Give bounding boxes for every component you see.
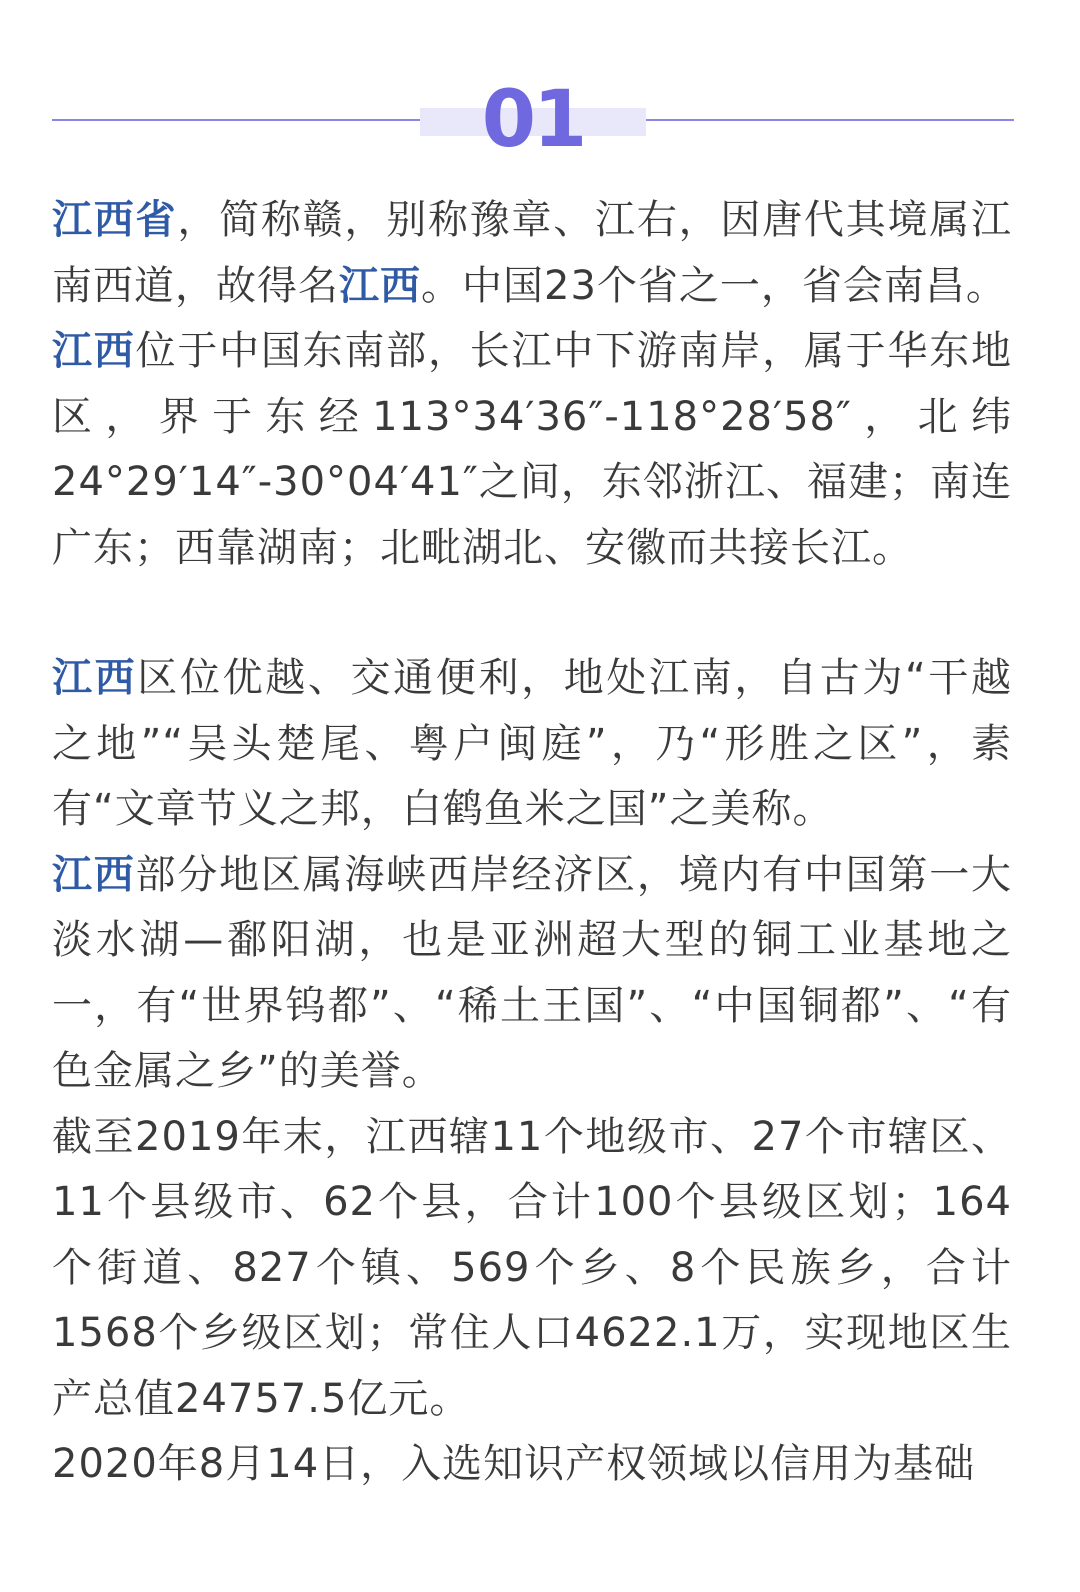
paragraph-text: 截至2019年末，江西辖11个地级市、27个市辖区、11个县级市、62个县，合计100个县级区划；164个街道、827个镇、569个乡、8个民族乡，合计1568个乡级区划；常住人口4622.1万，实现地区生产总值24757.5亿元。 xyxy=(52,1113,1012,1422)
paragraph-intro xyxy=(52,188,1012,319)
highlight-province-name: 江西 xyxy=(52,851,136,898)
highlight-province-name: 江西 xyxy=(339,262,421,309)
paragraph-text: 部分地区属海峡西岸经济区，境内有中国第一大淡水湖—鄱阳湖，也是亚洲超大型的铜工业基地之一，有“世界钨都”、“稀土王国”、“中国铜都”、“有色金属之乡”的美誉。 xyxy=(52,851,1013,1094)
paragraph-2020 xyxy=(52,1432,1012,1498)
highlight-province-name: 江西省 xyxy=(52,197,178,243)
paragraph-location xyxy=(52,319,1012,581)
highlight-province-name: 江西 xyxy=(52,328,136,374)
paragraph-text: 位于中国东南部，长江中下游南岸，属于华东地区，界于东经113°34′36″-118°28′58″，北纬24°29′14″-30°04′41″之间，东邻浙江、福建；南连广东；西靠湖南；北毗湖北、安徽而共接长江。 xyxy=(52,328,1013,571)
paragraph-economy xyxy=(52,843,1012,1105)
paragraph-spacer xyxy=(52,581,1012,646)
article-body xyxy=(52,188,1012,1498)
paragraph-text: 区位优越、交通便利，地处江南，自古为“干越之地”“吴头楚尾、粤户闽庭”，乃“形胜之区”，素有“文章节义之邦，白鹤鱼米之国”之美称。 xyxy=(52,655,1012,832)
section-header xyxy=(52,72,1014,168)
paragraph-text: 2020年8月14日，入选知识产权领域以信用为基础 xyxy=(52,1441,976,1487)
section-number: 01 xyxy=(481,75,585,165)
paragraph-text: ，简称赣，别称豫章、江右，因唐代其境属江南西道，故得名 xyxy=(52,197,1013,309)
paragraph-advantages xyxy=(52,646,1012,843)
paragraph-administration xyxy=(52,1105,1012,1433)
paragraph-text: 。中国23个省之一，省会南昌。 xyxy=(421,262,1007,309)
highlight-province-name: 江西 xyxy=(52,655,138,701)
